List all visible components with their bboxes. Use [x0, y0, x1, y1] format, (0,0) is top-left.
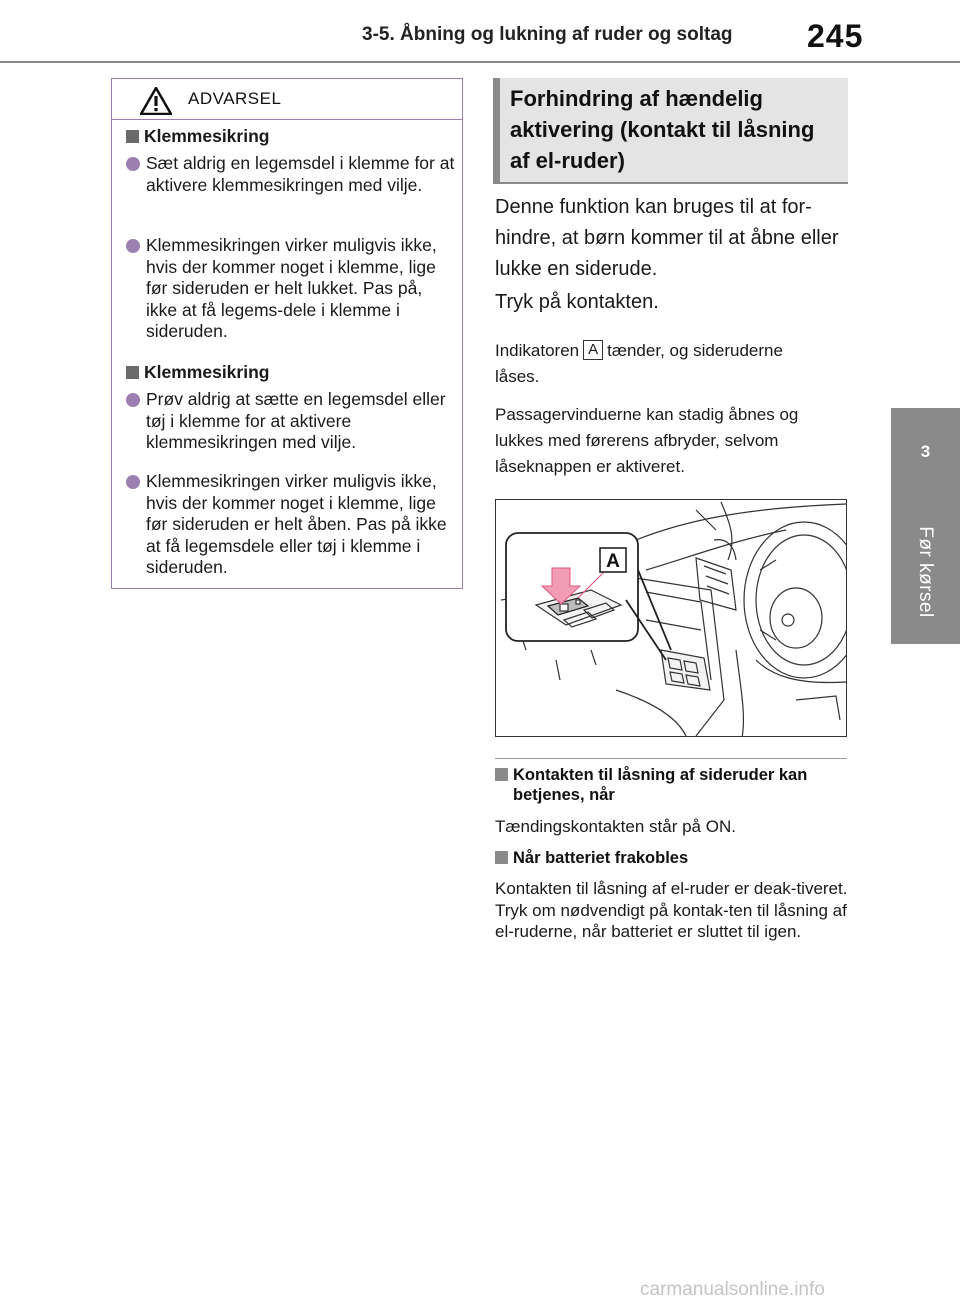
section-heading-bar	[493, 78, 500, 184]
figure-label-a: A	[606, 551, 620, 572]
chapter-number: 3	[920, 442, 931, 461]
section-header-title: 3-5. Åbning og lukning af ruder og soltag	[362, 24, 733, 45]
warning-title: ADVARSEL	[188, 89, 282, 108]
page-number: 245	[807, 18, 864, 54]
intro-paragraph: Denne funktion kan bruges til at for-hindre, at børn kommer til at åbne eller lukke en siderude.	[495, 196, 839, 280]
warning-item: Klemmesikringen virker muligvis ikke, hvis der kommer noget i klemme, lige før sideruden er helt åben. Pas på ikke at få legemsdele eller tøj i klemme i sideruden.	[146, 471, 447, 577]
watermark: carmanualsonline.info	[640, 1279, 825, 1300]
note-heading: Kontakten til låsning af sideruder kan betjenes, når	[495, 765, 853, 805]
section-heading-underline	[493, 182, 848, 184]
chapter-side-tab	[891, 408, 960, 644]
instruction-paragraph: Tryk på kontakten.	[495, 291, 659, 313]
indicator-paragraph: Indikatoren A tænder, og sideruderne låses.	[495, 341, 783, 386]
indicator-label-a: A	[583, 340, 603, 360]
warning-triangle-icon	[140, 87, 172, 115]
square-bullet-icon	[126, 366, 139, 379]
square-bullet-icon	[495, 851, 508, 864]
square-bullet-icon	[495, 768, 508, 781]
bullet-dot-icon	[126, 393, 140, 407]
passenger-note-paragraph: Passagervinduerne kan stadig åbnes og lukkes med førerens afbryder, selvom låseknappen er aktiveret.	[495, 405, 799, 476]
section-heading-box	[493, 78, 848, 184]
figure-divider	[495, 758, 847, 759]
header-divider	[0, 61, 960, 63]
warning-subheading: Klemmesikring	[126, 362, 269, 383]
warning-item: Prøv aldrig at sætte en legemsdel eller tøj i klemme for at aktivere klemmesikringen med vilje.	[146, 389, 446, 452]
note-text: Tændingskontakten står på ON.	[495, 817, 736, 836]
bullet-dot-icon	[126, 475, 140, 489]
warning-item: Sæt aldrig en legemsdel i klemme for at aktivere klemmesikringen med vilje.	[146, 153, 455, 195]
dashboard-door-drawing	[496, 500, 847, 737]
warning-box	[111, 78, 463, 589]
window-lock-switch-illustration	[495, 499, 847, 737]
square-bullet-icon	[126, 130, 139, 143]
bullet-dot-icon	[126, 239, 140, 253]
note-text: Kontakten til låsning af el-ruder er deak-tiveret. Tryk om nødvendigt på kontak-ten til låsning af el-ruderne, når batteriet er sluttet til igen.	[495, 879, 848, 941]
bullet-dot-icon	[126, 157, 140, 171]
section-heading: Forhindring af hændelig aktivering (kontakt til låsning af el-ruder)	[510, 86, 815, 173]
warning-header	[112, 79, 462, 120]
warning-subheading: Klemmesikring	[126, 126, 269, 147]
warning-item: Klemmesikringen virker muligvis ikke, hvis der kommer noget i klemme, lige før sideruden er helt lukket. Pas på, ikke at få legems-dele i klemme i sideruden.	[146, 235, 437, 341]
note-heading: Når batteriet frakobles	[495, 848, 688, 868]
chapter-label: Før kørsel	[915, 526, 936, 618]
